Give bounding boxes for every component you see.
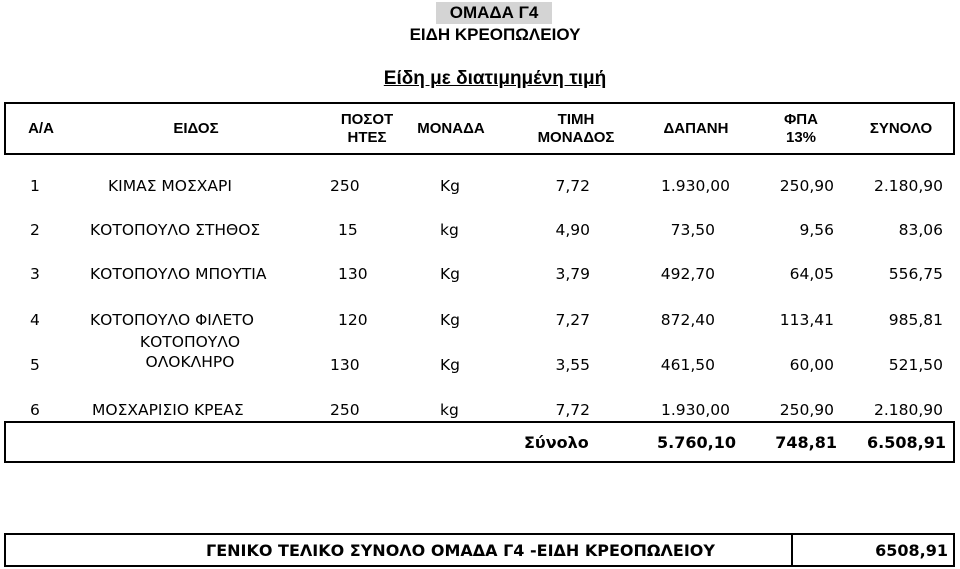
row-item: ΚΟΤΟΠΟΥΛΟ ΦΙΛΕΤΟ (90, 311, 254, 329)
row-cost: 872,40 (660, 311, 715, 329)
row-vat: 60,00 (789, 356, 834, 374)
col-header-unit: ΜΟΝΑΔΑ (417, 119, 485, 137)
row-item-line1: ΚΟΤΟΠΟΥΛΟ (139, 333, 241, 351)
grand-total-value: 6508,91 (875, 541, 948, 560)
row-cost: 73,50 (670, 221, 715, 239)
row-cost: 1.930,00 (660, 177, 730, 195)
row-vat: 113,41 (779, 311, 834, 329)
row-price: 3,55 (555, 356, 590, 374)
row-item: ΚΟΤΟΠΟΥΛΟ ΣΤΗΘΟΣ (90, 221, 261, 239)
row-price: 7,27 (555, 311, 590, 329)
row-vat: 250,90 (779, 177, 834, 195)
totals-row (4, 421, 955, 463)
category-title: ΕΙΔΗ ΚΡΕΟΠΩΛΕΙΟΥ (409, 25, 581, 44)
row-vat: 250,90 (779, 401, 834, 419)
row-item: ΜΟΣΧΑΡΙΣΙΟ ΚΡΕΑΣ (92, 401, 244, 419)
row-price: 7,72 (555, 401, 590, 419)
grand-total-row (4, 533, 955, 567)
row-item-line2: ΟΛΟΚΛΗΡΟ (145, 353, 235, 371)
col-header-cost: ΔΑΠΑΝΗ (663, 119, 729, 137)
row-aa: 4 (30, 311, 40, 329)
grand-total-label: ΓΕΝΙΚΟ ΤΕΛΙΚΟ ΣΥΝΟΛΟ ΟΜΑΔΑ Γ4 -ΕΙΔΗ ΚΡΕΟΠΩΛΕΙΟΥ (206, 541, 715, 560)
group-title: ΟΜΑΔΑ Γ4 (436, 2, 552, 24)
col-header-total: ΣΥΝΟΛΟ (869, 119, 933, 137)
totals-vat: 748,81 (775, 433, 837, 452)
row-price: 3,79 (555, 265, 590, 283)
row-qty: 250 (330, 177, 360, 195)
row-total: 2.180,90 (873, 177, 943, 195)
row-cost: 461,50 (660, 356, 715, 374)
col-header-vat: ΦΠΑ 13% (784, 110, 818, 146)
col-header-item: ΕΙΔΟΣ (173, 119, 219, 137)
row-item: ΚΟΤΟΠΟΥΛΟ ΜΠΟΥΤΙΑ (90, 265, 267, 283)
row-aa: 1 (30, 177, 40, 195)
col-header-quantity: ΠΟΣΟΤ ΗΤΕΣ (340, 110, 394, 146)
row-unit: kg (440, 221, 459, 239)
row-vat: 64,05 (789, 265, 834, 283)
totals-total: 6.508,91 (867, 433, 946, 452)
row-qty: 130 (330, 356, 360, 374)
row-aa: 2 (30, 221, 40, 239)
col-header-unit-price: ΤΙΜΗ ΜΟΝΑΔΟΣ (537, 110, 615, 146)
row-qty: 120 (338, 311, 368, 329)
row-cost: 492,70 (660, 265, 715, 283)
row-total: 2.180,90 (873, 401, 943, 419)
row-total: 556,75 (888, 265, 943, 283)
totals-cost: 5.760,10 (657, 433, 736, 452)
row-cost: 1.930,00 (660, 401, 730, 419)
row-total: 521,50 (888, 356, 943, 374)
row-item: ΚΙΜΑΣ ΜΟΣΧΑΡΙ (108, 177, 232, 195)
table-header (4, 102, 955, 155)
row-unit: Kg (440, 311, 461, 329)
row-vat: 9,56 (799, 221, 834, 239)
row-aa: 5 (30, 356, 40, 374)
grand-total-divider (791, 535, 793, 565)
row-qty: 130 (338, 265, 368, 283)
row-total: 985,81 (888, 311, 943, 329)
totals-label: Σύνολο (524, 433, 589, 452)
row-aa: 3 (30, 265, 40, 283)
col-header-aa: Α/Α (28, 119, 54, 137)
row-qty: 250 (330, 401, 360, 419)
row-price: 4,90 (555, 221, 590, 239)
row-unit: Kg (440, 356, 461, 374)
row-price: 7,72 (555, 177, 590, 195)
row-total: 83,06 (898, 221, 943, 239)
row-aa: 6 (30, 401, 40, 419)
row-qty: 15 (338, 221, 358, 239)
row-unit: kg (440, 401, 459, 419)
row-unit: Kg (440, 177, 461, 195)
row-unit: Kg (440, 265, 461, 283)
document-subtitle: Είδη με διατιμημένη τιμή (383, 68, 607, 89)
